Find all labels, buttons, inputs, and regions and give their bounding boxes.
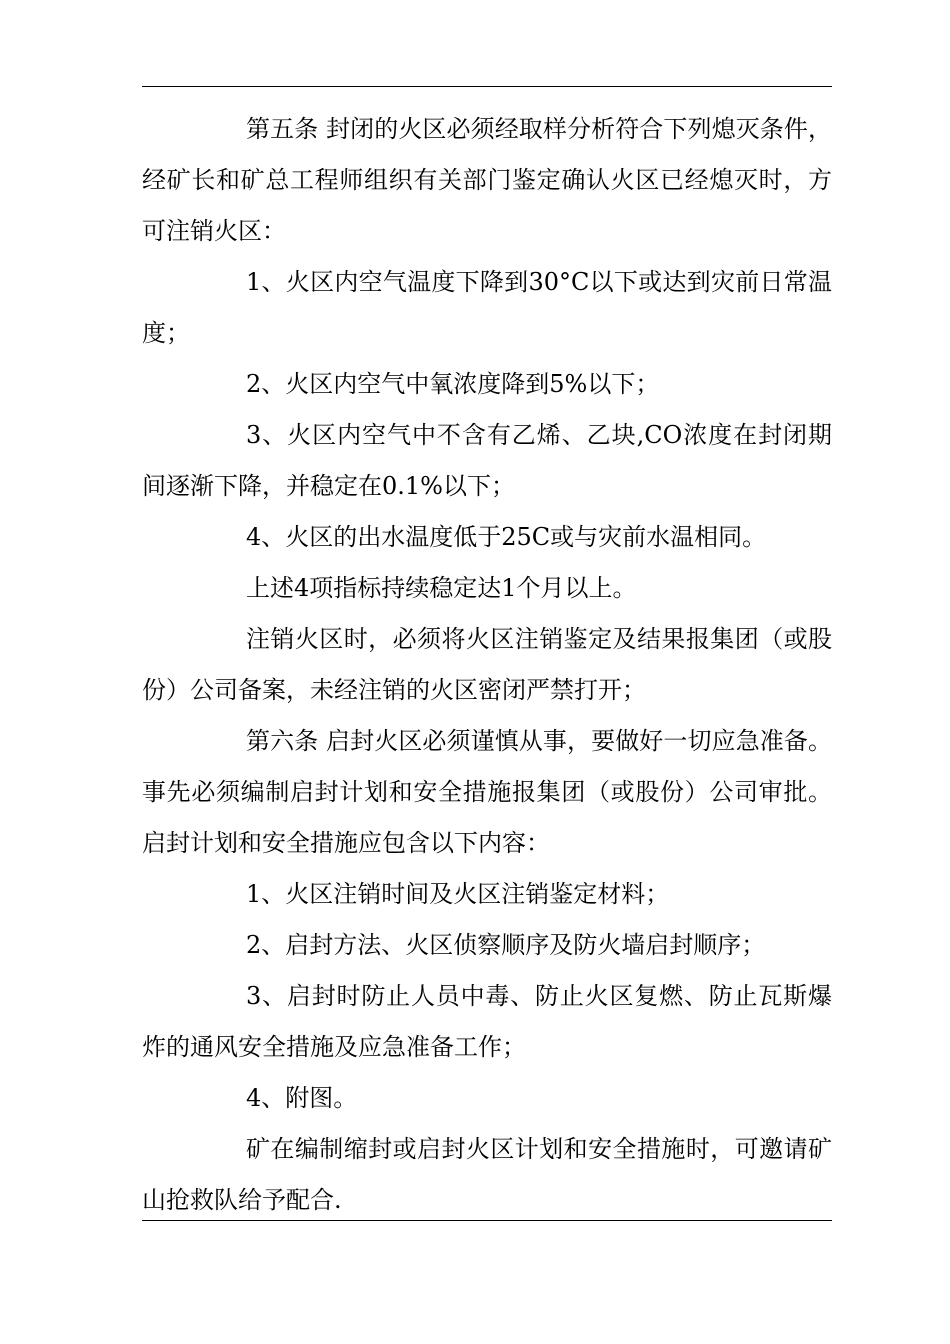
document-body xyxy=(142,104,832,1226)
article-5-item-2: 2、火区内空气中氧浓度降到5%以下； xyxy=(246,370,660,398)
article-5-item-3: 3、火区内空气中不含有乙烯、乙块,CO浓度在封闭期间逐渐下降，并稳定在0.1%以下； xyxy=(142,421,832,500)
article-5-item-4: 4、火区的出水温度低于25C或与灾前水温相同。 xyxy=(246,523,767,551)
article-6-item-3: 3、启封时防止人员中毒、防止火区复燃、防止瓦斯爆炸的通风安全措施及应急准备工作； xyxy=(142,982,832,1061)
article-6-item-2: 2、启封方法、火区侦察顺序及防火墙启封顺序； xyxy=(246,931,766,959)
article-6-item-1: 1、火区注销时间及火区注销鉴定材料； xyxy=(246,880,670,908)
bottom-divider xyxy=(142,1220,832,1221)
cancellation-filing-paragraph: 注销火区时，必须将火区注销鉴定及结果报集团（或股份）公司备案，未经注销的火区密闭严禁打开； xyxy=(142,625,832,704)
article-5-paragraph: 第五条 封闭的火区必须经取样分析符合下列熄灭条件，经矿长和矿总工程师组织有关部门鉴定确认火区已经熄灭时，方可注销火区： xyxy=(142,115,832,245)
article-6-paragraph: 第六条 启封火区必须谨慎从事，要做好一切应急准备。事先必须编制启封计划和安全措施报集团（或股份）公司审批。启封计划和安全措施应包含以下内容： xyxy=(142,727,832,857)
duration-requirement: 上述4项指标持续稳定达1个月以上。 xyxy=(246,574,637,602)
rescue-team-paragraph: 矿在编制缩封或启封火区计划和安全措施时，可邀请矿山抢救队给予配合. xyxy=(142,1135,832,1214)
top-divider xyxy=(142,86,832,87)
article-6-item-4: 4、附图。 xyxy=(246,1084,358,1112)
article-5-item-1: 1、火区内空气温度下降到30°C以下或达到灾前日常温度； xyxy=(142,268,832,347)
